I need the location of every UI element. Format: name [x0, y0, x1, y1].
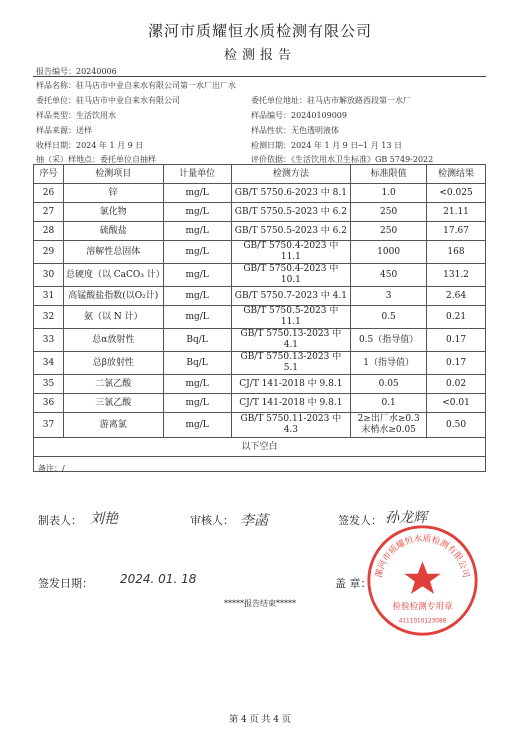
seal-number: 4111010123088 [398, 618, 447, 625]
header-rule [33, 76, 486, 77]
cell-limit: 0.5（指导值） [351, 329, 427, 352]
cell-item: 游离氯 [63, 413, 163, 438]
table-row [34, 241, 486, 264]
table-row [34, 184, 486, 203]
cell-limit: 1（指导值） [351, 352, 427, 375]
cell-item: 三氯乙酸 [63, 394, 163, 413]
cell-no: 34 [34, 352, 64, 375]
cell-result: 0.21 [427, 306, 486, 329]
col-header-no: 序号 [34, 165, 64, 184]
sample-number: 样品编号：20240109009 [251, 111, 347, 120]
table-row [34, 413, 486, 438]
empty-row [34, 457, 486, 472]
cell-item: 总α放射性 [63, 329, 163, 352]
report-title: 漯河市质耀恒水质检测有限公司 [147, 22, 372, 40]
sampling-place: 抽（采）样地点：委托单位自抽样 [36, 155, 156, 164]
reviewed-by-signature: 李菡 [240, 513, 268, 529]
prepared-by-signature: 刘艳 [90, 511, 118, 527]
cell-no: 26 [34, 184, 64, 203]
cell-result: <0.025 [427, 184, 486, 203]
cell-no: 36 [34, 394, 64, 413]
sample-name: 样品名称：驻马店市中业自来水有限公司第一水厂出厂水 [36, 81, 236, 90]
cell-limit: 2≥出厂水≥0.3 末梢水≥0.05 [351, 413, 427, 438]
sample-type: 样品类型：生活饮用水 [36, 111, 116, 120]
table-row [34, 329, 486, 352]
cell-no: 29 [34, 241, 64, 264]
cell-unit: mg/L [163, 413, 231, 438]
table-row [34, 394, 486, 413]
cell-unit: mg/L [163, 264, 231, 287]
cell-no: 33 [34, 329, 64, 352]
sample-state: 样品性状：无色透明液体 [251, 126, 339, 135]
cell-limit: 0.05 [351, 375, 427, 394]
cell-result: 168 [427, 241, 486, 264]
cell-unit: mg/L [163, 394, 231, 413]
stamp-label: 盖 章： [335, 577, 372, 590]
table-row [34, 352, 486, 375]
cell-method: GB/T 5750.7-2023 中 4.1 [231, 287, 351, 306]
seal-star-icon [404, 561, 440, 594]
client-address: 委托单位地址：驻马店市解放路西段第一水厂 [251, 96, 411, 105]
cell-no: 37 [34, 413, 64, 438]
col-header-limit: 标准限值 [351, 165, 427, 184]
table-row [34, 264, 486, 287]
cell-unit: mg/L [163, 222, 231, 241]
approved-by-label: 签发人： [338, 514, 382, 527]
report-number: 报告编号：20240006 [36, 67, 117, 76]
cell-result: 0.02 [427, 375, 486, 394]
official-seal [365, 523, 480, 638]
cell-unit: mg/L [163, 375, 231, 394]
col-header-item: 检测项目 [63, 165, 163, 184]
cell-method: GB/T 5750.13-2023 中 5.1 [231, 352, 351, 375]
cell-limit: 250 [351, 222, 427, 241]
cell-no: 27 [34, 203, 64, 222]
results-table [33, 164, 486, 472]
table-row [34, 203, 486, 222]
cell-unit: Bq/L [163, 329, 231, 352]
cell-unit: mg/L [163, 287, 231, 306]
col-header-result: 检测结果 [427, 165, 486, 184]
cell-result: 0.50 [427, 413, 486, 438]
client: 委托单位：驻马店市中业自来水有限公司 [36, 96, 180, 105]
cell-result: 0.17 [427, 352, 486, 375]
sample-source: 样品来源：送样 [36, 126, 92, 135]
cell-item: 总硬度（以 CaCO₃ 计） [63, 264, 163, 287]
cell-result: 131.2 [427, 264, 486, 287]
table-header-row [34, 165, 486, 184]
cell-method: GB/T 5750.11-2023 中 4.3 [231, 413, 351, 438]
cell-unit: mg/L [163, 241, 231, 264]
cell-unit: mg/L [163, 184, 231, 203]
cell-item: 总β放射性 [63, 352, 163, 375]
table-row [34, 287, 486, 306]
cell-method: GB/T 5750.4-2023 中 11.1 [231, 241, 351, 264]
receive-date: 收样日期：2024 年 1 月 9 日 [36, 141, 144, 150]
cell-method: CJ/T 141-2018 中 9.8.1 [231, 375, 351, 394]
cell-item: 高锰酸盐指数(以O₂计) [63, 287, 163, 306]
table-row [34, 306, 486, 329]
cell-item: 氨（以 N 计） [63, 306, 163, 329]
cell-result: 21.11 [427, 203, 486, 222]
cell-no: 32 [34, 306, 64, 329]
cell-method: GB/T 5750.5-2023 中 6.2 [231, 222, 351, 241]
issue-date-label: 签发日期： [38, 577, 93, 590]
approved-by-signature: 孙龙辉 [385, 510, 427, 526]
cell-result: 17.67 [427, 222, 486, 241]
cell-result: 2.64 [427, 287, 486, 306]
cell-method: GB/T 5750.4-2023 中 10.1 [231, 264, 351, 287]
cell-unit: mg/L [163, 203, 231, 222]
cell-limit: 3 [351, 287, 427, 306]
cell-limit: 0.1 [351, 394, 427, 413]
table-row [34, 375, 486, 394]
cell-no: 30 [34, 264, 64, 287]
report-end-note: *****报告结束***** [224, 599, 296, 608]
cell-method: GB/T 5750.5-2023 中 6.2 [231, 203, 351, 222]
blank-note: 以下空白 [34, 438, 486, 457]
col-header-method: 检测方法 [231, 165, 351, 184]
cell-item: 溶解性总固体 [63, 241, 163, 264]
page-number: 第 4 页 共 4 页 [229, 715, 291, 725]
table-row [34, 222, 486, 241]
remark: 备注：/ [38, 464, 65, 473]
test-date: 检测日期：2024 年 1 月 9 日─1 月 13 日 [251, 141, 402, 150]
report-subtitle: 检测报告 [223, 48, 296, 63]
cell-no: 28 [34, 222, 64, 241]
cell-limit: 250 [351, 203, 427, 222]
cell-result: <0.01 [427, 394, 486, 413]
cell-result: 0.17 [427, 329, 486, 352]
cell-limit: 1.0 [351, 184, 427, 203]
cell-method: GB/T 5750.13-2023 中 4.1 [231, 329, 351, 352]
seal-center-text: 检验检测专用章 [392, 602, 453, 613]
cell-item: 硫酸盐 [63, 222, 163, 241]
cell-no: 31 [34, 287, 64, 306]
cell-limit: 0.5 [351, 306, 427, 329]
cell-item: 二氯乙酸 [63, 375, 163, 394]
cell-method: GB/T 5750.6-2023 中 8.1 [231, 184, 351, 203]
seal-arc-text: 漯河市质耀恒水质检测有限公司 [374, 534, 471, 579]
cell-method: CJ/T 141-2018 中 9.8.1 [231, 394, 351, 413]
empty-cell [34, 457, 486, 472]
cell-item: 氯化物 [63, 203, 163, 222]
cell-method: GB/T 5750.5-2023 中 11.1 [231, 306, 351, 329]
col-header-unit: 计量单位 [163, 165, 231, 184]
blank-note-row [34, 438, 486, 457]
cell-unit: Bq/L [163, 352, 231, 375]
cell-limit: 1000 [351, 241, 427, 264]
prepared-by-label: 制表人： [38, 514, 82, 527]
cell-unit: mg/L [163, 306, 231, 329]
cell-no: 35 [34, 375, 64, 394]
reviewed-by-label: 审核人： [190, 514, 234, 527]
cell-item: 锌 [63, 184, 163, 203]
evaluation-standard: 评价依据：《生活饮用水卫生标准》GB 5749-2022 [251, 155, 434, 164]
issue-date: 2024. 01. 18 [120, 572, 197, 586]
cell-limit: 450 [351, 264, 427, 287]
